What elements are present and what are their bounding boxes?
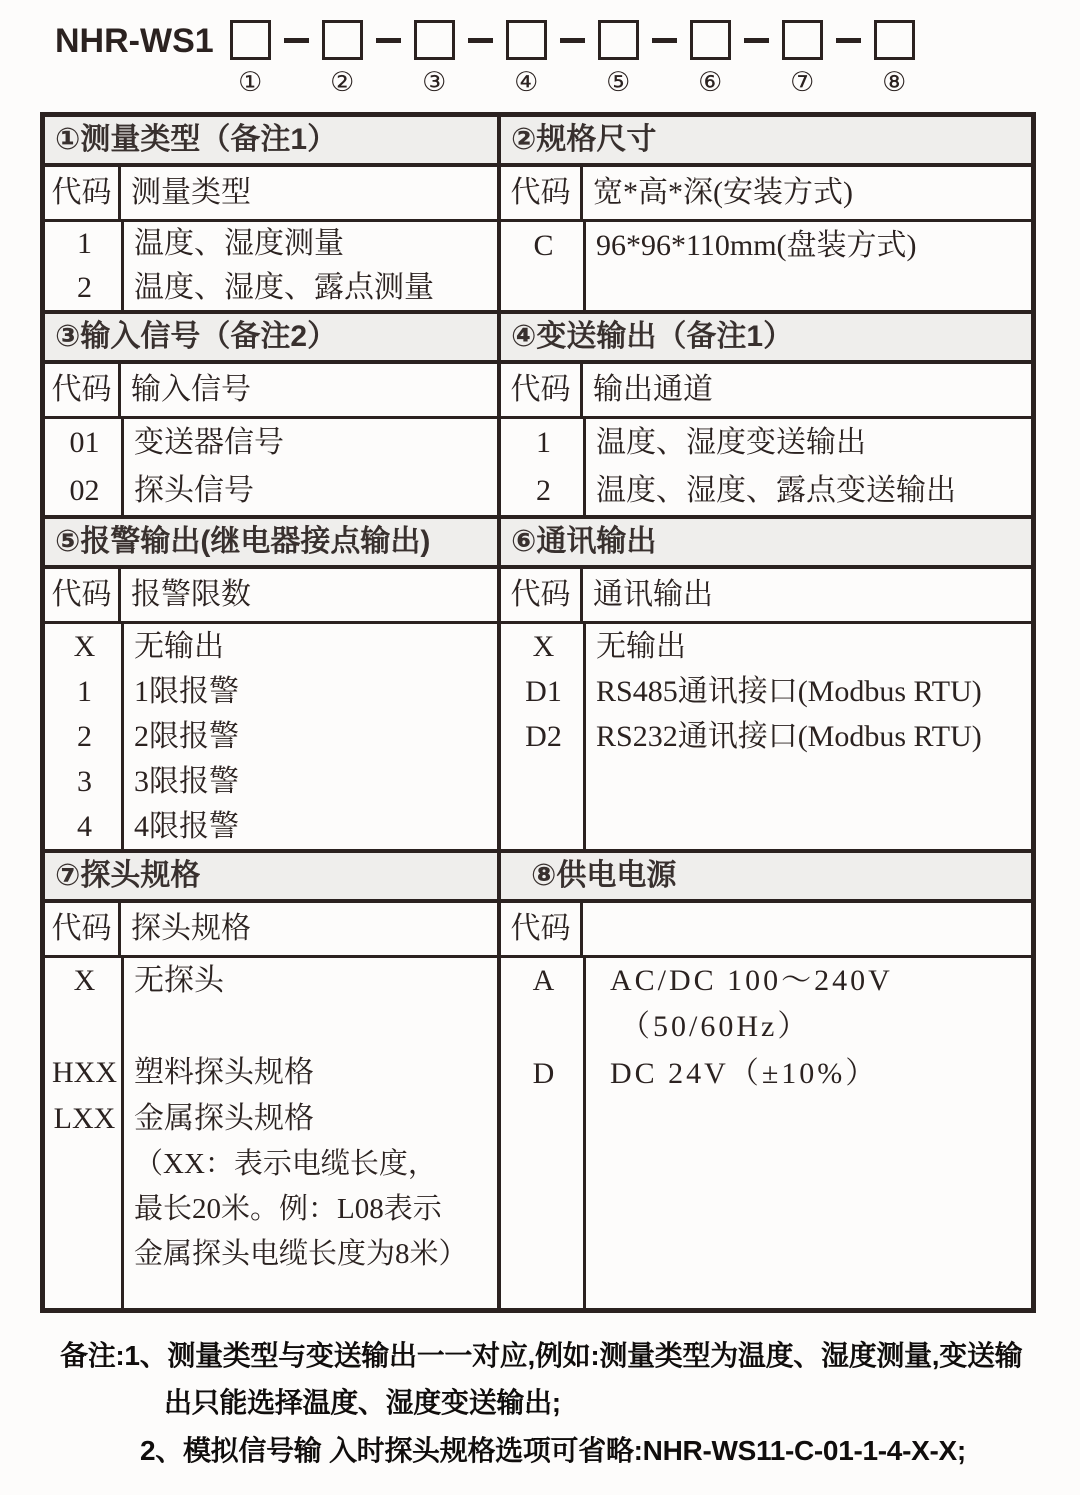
desc-header-cell — [583, 903, 1031, 955]
code-cell: 3 — [77, 765, 92, 798]
desc-header-cell: 测量类型 — [131, 176, 251, 209]
table-row — [45, 624, 497, 669]
model-code-box — [874, 20, 915, 60]
table-row — [501, 467, 1031, 515]
code-cell: C — [533, 229, 554, 262]
code-header-cell: 代码 — [501, 167, 583, 219]
section-alarm-output — [45, 519, 497, 849]
table-row — [501, 222, 1031, 270]
dash-separator — [560, 38, 585, 43]
position-number: ① — [238, 67, 263, 98]
code-cell: 1 — [77, 227, 92, 260]
desc-cell: 无探头 — [134, 964, 224, 997]
section-title: ⑧供电电源 — [501, 853, 1031, 903]
model-slot-3 — [414, 20, 455, 97]
column-headers — [501, 167, 1031, 222]
code-cell: 2 — [77, 720, 92, 753]
section-body — [501, 419, 1031, 515]
section-measure-type — [45, 117, 497, 310]
dash-separator — [652, 38, 677, 43]
table-row — [45, 266, 497, 310]
desc-header-cell: 输入信号 — [131, 373, 251, 406]
code-cell: 02 — [69, 474, 100, 507]
table-row — [45, 467, 497, 515]
table-row — [501, 419, 1031, 467]
column-headers — [501, 903, 1031, 958]
desc-cell: 1限报警 — [134, 675, 239, 708]
dash-separator — [836, 38, 861, 43]
table-row — [501, 958, 1031, 1050]
section-transmit-output — [497, 314, 1031, 515]
probe-note-line: 最长20米。例：L08表示 — [134, 1193, 442, 1225]
desc-cell: DC 24V（±10%） — [610, 1057, 879, 1090]
desc-cell: 探头信号 — [134, 474, 254, 507]
section-body — [45, 419, 497, 515]
table-row — [45, 1050, 497, 1096]
section-body — [501, 958, 1031, 1308]
column-headers — [501, 569, 1031, 624]
section-title: ②规格尺寸 — [501, 117, 1031, 167]
section-body — [45, 958, 497, 1308]
desc-header-cell: 通讯输出 — [593, 578, 713, 611]
table-row — [45, 714, 497, 759]
position-number: ⑥ — [698, 67, 723, 98]
dash-separator — [468, 38, 493, 43]
table-row — [45, 958, 497, 1004]
code-cell: X — [73, 964, 96, 997]
column-headers — [45, 903, 497, 958]
table-row — [501, 1050, 1031, 1098]
desc-header-cell: 探头规格 — [131, 912, 251, 945]
desc-header-cell: 输出通道 — [593, 373, 713, 406]
code-cell: D1 — [525, 675, 562, 708]
spec-table — [40, 112, 1036, 1313]
table-row — [45, 222, 497, 266]
code-header-cell: 代码 — [501, 569, 583, 621]
power-line-1: AC/DC 100～240V — [610, 964, 893, 997]
code-cell: X — [73, 630, 96, 663]
table-row — [45, 804, 497, 849]
code-header-cell: 代码 — [45, 167, 121, 219]
desc-cell — [586, 958, 1031, 1050]
desc-cell: 4限报警 — [134, 810, 239, 843]
section-comm-output — [497, 519, 1031, 849]
section-power-supply — [497, 853, 1031, 1308]
code-cell: D2 — [525, 720, 562, 753]
position-number: ⑦ — [790, 67, 815, 98]
code-cell: 1 — [536, 426, 551, 459]
desc-cell: 无输出 — [134, 630, 224, 663]
section-title: ①测量类型（备注1） — [45, 117, 497, 167]
row-spacer — [45, 1004, 497, 1050]
code-header-cell: 代码 — [45, 569, 121, 621]
dash-separator — [744, 38, 769, 43]
model-slot-6 — [690, 20, 731, 97]
note-line-1: 备注:1、测量类型与变送输出一一对应,例如:测量类型为温度、湿度测量,变送输 — [60, 1340, 1023, 1371]
table-row — [501, 624, 1031, 669]
section-title: ⑥通讯输出 — [501, 519, 1031, 569]
section-body — [45, 222, 497, 310]
section-title: ⑦探头规格 — [45, 853, 497, 903]
code-header-cell: 代码 — [45, 364, 121, 416]
probe-note-line: 金属探头电缆长度为8米） — [134, 1238, 468, 1270]
code-header-cell: 代码 — [501, 903, 583, 955]
table-row — [45, 669, 497, 714]
column-headers — [45, 364, 497, 419]
position-number: ⑧ — [882, 67, 907, 98]
model-slot-1 — [230, 20, 271, 97]
model-slot-2 — [322, 20, 363, 97]
section-size-spec — [497, 117, 1031, 310]
model-prefix: NHR-WS1 — [55, 22, 214, 60]
table-row — [501, 714, 1031, 759]
model-code-box — [230, 20, 271, 60]
code-cell: 2 — [77, 271, 92, 304]
model-code-box — [690, 20, 731, 60]
section-body — [45, 624, 497, 849]
position-number: ④ — [514, 67, 539, 98]
model-slot-8 — [874, 20, 915, 97]
table-row — [45, 1096, 497, 1142]
desc-cell: 3限报警 — [134, 765, 239, 798]
section-row-2 — [45, 310, 1031, 515]
dash-separator — [376, 38, 401, 43]
table-row — [45, 759, 497, 804]
code-header-cell: 代码 — [501, 364, 583, 416]
desc-header-cell: 报警限数 — [131, 578, 251, 611]
model-code-box — [598, 20, 639, 60]
code-cell: 1 — [77, 675, 92, 708]
desc-cell: RS232通讯接口(Modbus RTU) — [596, 720, 982, 753]
model-slot-5 — [598, 20, 639, 97]
section-row-1 — [45, 117, 1031, 310]
column-headers — [45, 167, 497, 222]
desc-cell: 变送器信号 — [134, 426, 284, 459]
desc-cell: 无输出 — [596, 630, 686, 663]
power-line-2: （50/60Hz） — [620, 1010, 811, 1043]
probe-note-line: （XX：表示电缆长度， — [134, 1148, 437, 1180]
section-body — [501, 222, 1031, 310]
section-row-4 — [45, 849, 1031, 1308]
desc-cell: 2限报警 — [134, 720, 239, 753]
code-cell: 01 — [69, 426, 100, 459]
notes — [60, 1340, 1080, 1467]
desc-cell: RS485通讯接口(Modbus RTU) — [596, 675, 982, 708]
code-cell: 2 — [536, 474, 551, 507]
table-row — [501, 669, 1031, 714]
note-line-2: 出只能选择温度、湿度变送输出; — [164, 1387, 561, 1418]
desc-cell: 温度、湿度、露点变送输出 — [596, 474, 956, 507]
code-cell: A — [532, 964, 555, 997]
desc-cell: 塑料探头规格 — [134, 1056, 314, 1089]
model-code-box — [414, 20, 455, 60]
desc-cell: 温度、湿度变送输出 — [596, 426, 866, 459]
desc-cell: 金属探头规格 — [134, 1102, 314, 1135]
desc-cell: 96*96*110mm(盘装方式) — [596, 229, 917, 262]
code-cell: X — [532, 630, 555, 663]
column-headers — [501, 364, 1031, 419]
section-body — [501, 624, 1031, 849]
section-input-signal — [45, 314, 497, 515]
position-number: ③ — [422, 67, 447, 98]
model-code-box — [782, 20, 823, 60]
dash-separator — [284, 38, 309, 43]
note-line-3: 2、模拟信号输 入时探头规格选项可省略:NHR-WS11-C-01-1-4-X-X; — [140, 1435, 966, 1466]
desc-header-cell: 宽*高*深(安装方式) — [593, 176, 853, 209]
model-code-builder — [0, 0, 1080, 104]
section-title: ③输入信号（备注2） — [45, 314, 497, 364]
code-cell: 4 — [77, 810, 92, 843]
desc-cell: 温度、湿度测量 — [134, 227, 344, 260]
model-code-box — [506, 20, 547, 60]
code-cell: HXX — [52, 1056, 117, 1089]
code-cell: LXX — [53, 1102, 116, 1135]
desc-cell: 温度、湿度、露点测量 — [134, 271, 434, 304]
section-row-3 — [45, 515, 1031, 849]
column-headers — [45, 569, 497, 624]
model-code-box — [322, 20, 363, 60]
model-slot-4 — [506, 20, 547, 97]
code-cell: D — [532, 1057, 555, 1090]
table-row — [45, 419, 497, 467]
section-title: ⑤报警输出(继电器接点输出) — [45, 519, 497, 569]
code-header-cell: 代码 — [45, 903, 121, 955]
position-number: ⑤ — [606, 67, 631, 98]
section-probe-spec — [45, 853, 497, 1308]
position-number: ② — [330, 67, 355, 98]
model-slot-7 — [782, 20, 823, 97]
section-title: ④变送输出（备注1） — [501, 314, 1031, 364]
